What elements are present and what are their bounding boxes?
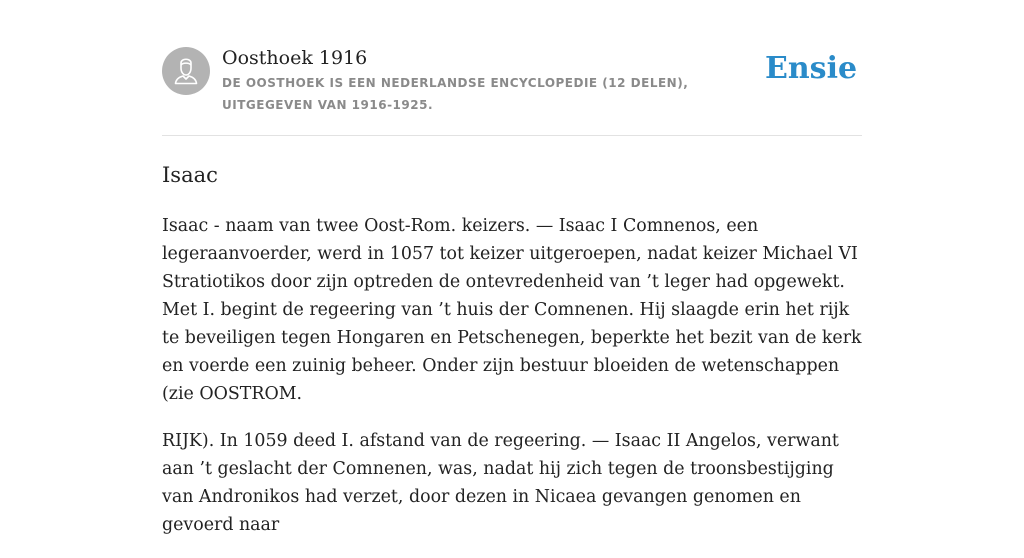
user-silhouette-icon [162, 47, 210, 95]
entry-body [162, 212, 864, 558]
entry-paragraph: RIJK). In 1059 deed I. afstand van de regeering. — Isaac II Angelos, verwant aan ’t geslacht der Comnenen, was, nadat hij zich tegen de troonsbestijging van Andronikos had verzet, door dezen in Nicaea gevangen genomen en gevoerd naar [162, 431, 839, 535]
ensie-logo[interactable]: Ensie [765, 51, 858, 86]
source-header [162, 44, 862, 136]
source-title[interactable]: Oosthoek 1916 [222, 47, 368, 69]
entry-title: Isaac [162, 163, 218, 187]
entry-paragraph: Isaac - naam van twee Oost-Rom. keizers. — Isaac I Comnenos, een legeraanvoerder, werd in 1057 tot keizer uitgeroepen, nadat keizer Michael VI Stratiotikos door zijn optreden de ontevredenheid van ’t leger had opgewekt. Met I. begint de regeering van ’t huis der Comnenen. Hij slaagde erin het rijk te beveiligen tegen Hongaren en Petschenegen, beperkte het bezit van de kerk en voerde een zuinig beheer. Onder zijn bestuur bloeiden de wetenschappen (zie OOSTROM. [162, 216, 862, 404]
header-divider [162, 135, 862, 136]
source-avatar[interactable] [162, 47, 210, 95]
source-description: DE OOSTHOEK IS EEN NEDERLANDSE ENCYCLOPEDIE (12 DELEN), UITGEGEVEN VAN 1916-1925. [222, 76, 689, 112]
